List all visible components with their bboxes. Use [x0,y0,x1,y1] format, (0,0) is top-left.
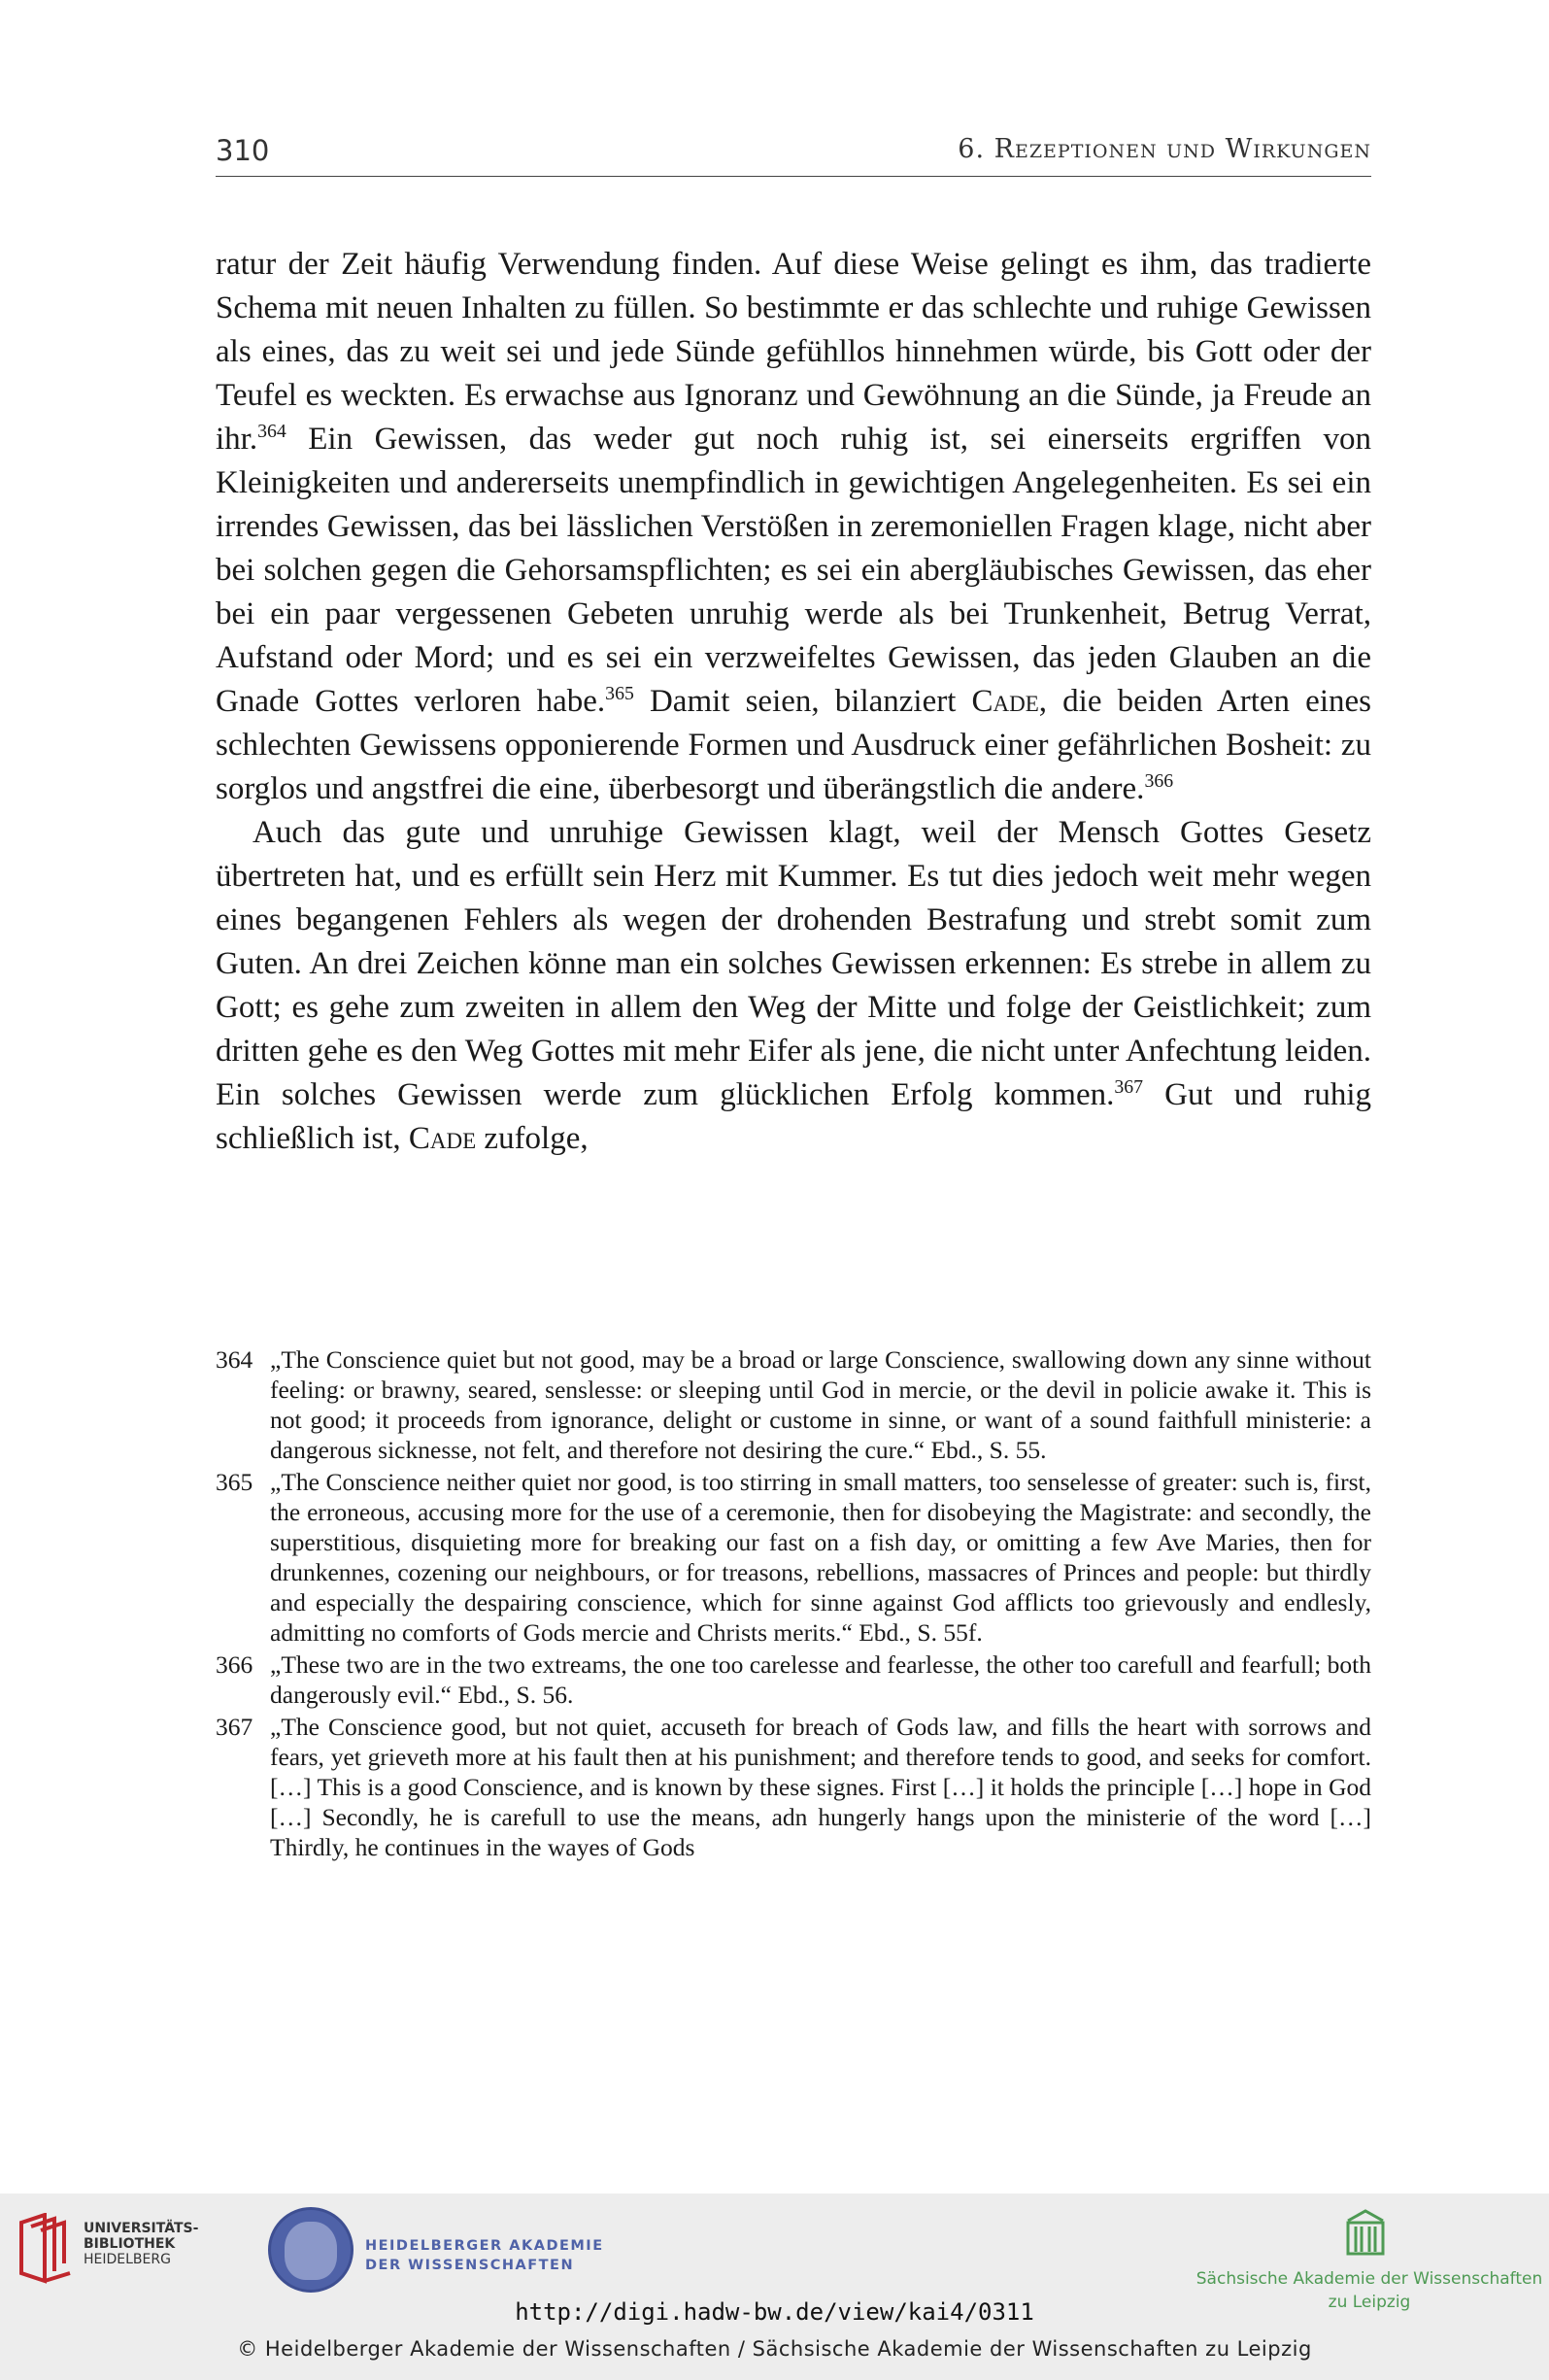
page-header [216,128,1371,177]
digitization-footer [0,2193,1549,2380]
footnote-number: 364 [216,1345,253,1374]
permalink-url[interactable]: http://digi.hadw-bw.de/view/kai4/0311 [515,2298,1034,2326]
footnote-text: „The Conscience neither quiet nor good, is too stirring in small matters, too senselesse of greater: such is, first, the erroneous, accusing more for the use of a ceremonie, then for disobeying the Magistrate: and secondly, the superstitious, disquieting more for breaking our fast on a fish day, or omitting a few Ave Maries, then for drunkennes, cozening our neighbours, or for treasons, rebellions, massacres of Princes and people: but thirdly and especially the despairing conscience, which for sinne against God afflicts too grievously and endlesly, admitting no comforts of Gods mercie and Christs merits.“ Ebd., S. 55f. [270,1468,1371,1647]
saw-line: Sächsische Akademie der Wissenschaften [1195,2269,1543,2289]
footnote-number: 367 [216,1713,253,1741]
saw-line: zu Leipzig [1328,2293,1411,2312]
paragraph-1 [216,243,1371,811]
footnote-ref[interactable]: 366 [1144,770,1174,792]
ub-line: HEIDELBERG [84,2252,171,2267]
footnote [216,1467,1371,1648]
text-run: zufolge, [476,1121,589,1156]
ub-logo-text [84,2221,198,2267]
footnote [216,1649,1371,1710]
hadw-logo[interactable] [268,2207,608,2304]
footnote-number: 366 [216,1650,253,1679]
text-run: Ein Gewissen, das weder gut noch ruhig ist, sei einerseits ergriffen von Kleinigkeiten und andererseits unempfindlich in gewichtigen Angelegenheiten. Es sei ein irrendes Gewissen, das bei lässlichen Verstößen in zeremoniellen Fragen klage, nicht aber bei solchen gegen die Gehorsamspflichten; es sei ein abergläubisches Gewissen, das eher bei ein paar vergessenen Gebeten unruhig werde als bei Trunkenheit, Betrug Verrat, Aufstand oder Mord; und es sei ein verzweifeltes Gewissen, das jeden Glauben an die Gnade Gottes verloren habe. [216,422,1371,719]
ub-line: UNIVERSITÄTS- [84,2221,199,2236]
author-name: Cade [971,684,1039,719]
footnotes [216,1344,1371,1864]
seal-portrait [285,2222,337,2280]
hadw-line: HEIDELBERGER AKADEMIE [365,2238,604,2254]
hadw-line: DER WISSENSCHAFTEN [365,2258,575,2273]
text-run: Auch das gute und unruhige Gewissen klagt, weil der Mensch Gottes Gesetz übertreten hat, und es erfüllt sein Herz mit Kummer. Es tut dies jedoch weit mehr wegen eines begangenen Fehlers als wegen der drohenden Bestrafung und strebt somit zum Guten. An drei Zeichen könne man ein solches Gewissen erkennen: Es strebe in allem zu Gott; es gehe zum zweiten in allem den Weg der Mitte und folge der Geistlichkeit; zum dritten gehe es den Weg Gottes mit mehr Eifer als jene, die nicht unter Anfechtung leiden. Ein solches Gewissen werde zum glücklichen Erfolg kommen. [216,815,1371,1112]
footnote-ref[interactable]: 367 [1114,1076,1144,1098]
footnote [216,1344,1371,1465]
copyright-notice: © Heidelberger Akademie der Wissenschaften / Sächsische Akademie der Wissenschaften zu Leipzig [237,2337,1312,2361]
footnote-text: „The Conscience good, but not quiet, accuseth for breach of Gods law, and fills the heart with sorrows and fears, yet grieveth more at his fault then at his punishment; and therefore tends to good, and seeks for comfort. […] This is a good Conscience, and is known by these signes. First […] it holds the principle […] hope in God […] Secondly, he is carefull to use the means, adn hungerly hangs upon the ministerie of the word […] Thirdly, he continues in the wayes of Gods [270,1713,1371,1861]
footnote-text: „The Conscience quiet but not good, may be a broad or large Conscience, swallowing down any sinne without feeling: or brawny, seared, senslesse: or sleeping until God in mercie, or the devil in policie awake it. This is not good; it proceeds from ignorance, delight or custome in sinne, or want of a sound faithfull ministerie: a dangerous sicknesse, not felt, and therefore not desiring the cure.“ Ebd., S. 55. [270,1345,1371,1464]
paragraph-2 [216,811,1371,1161]
hadw-logo-text [365,2236,604,2275]
footnote-ref[interactable]: 364 [257,421,286,442]
ub-logo-icon [16,2213,76,2287]
footnote-ref[interactable]: 365 [605,683,634,704]
saw-building-icon [1344,2207,1387,2258]
text-run: , die beiden Arten eines schlechten Gewissens opponierende Formen und Ausdruck einer gefährlichen Bosheit: zu sorglos und angstfrei die eine, überbesorgt und überängstlich die andere. [216,684,1371,806]
footnote [216,1712,1371,1862]
main-text [216,243,1371,1161]
footnote-text: „These two are in the two extreams, the one too carelesse and fearlesse, the other too carefull and fearfull; both dangerously evil.“ Ebd., S. 56. [270,1650,1371,1709]
footnote-number: 365 [216,1468,253,1496]
running-head: 6. Rezeptionen und Wirkungen [958,134,1371,164]
ub-heidelberg-logo[interactable] [16,2213,200,2291]
author-name: Cade [408,1121,477,1156]
text-run: ratur der Zeit häufig Verwendung finden. Auf diese Weise gelingt es ihm, das tradierte Schema mit neuen Inhalten zu füllen. So bestimmte er das schlechte und ruhige Gewissen als eines, das zu weit sei und jede Sünde gefühllos hinnehmen würde, bis Gott oder der Teufel es weckten. Es erwachse aus Ignoranz und Gewöhnung an die Sünde, ja Freude an ihr. [216,247,1371,457]
hadw-seal-icon [268,2207,354,2293]
page-number: 310 [216,134,270,167]
ub-line: BIBLIOTHEK [84,2236,176,2252]
text-run: Gut und ruhig schließlich ist, [216,1077,1371,1156]
text-run: Damit seien, bilanziert [633,684,972,719]
